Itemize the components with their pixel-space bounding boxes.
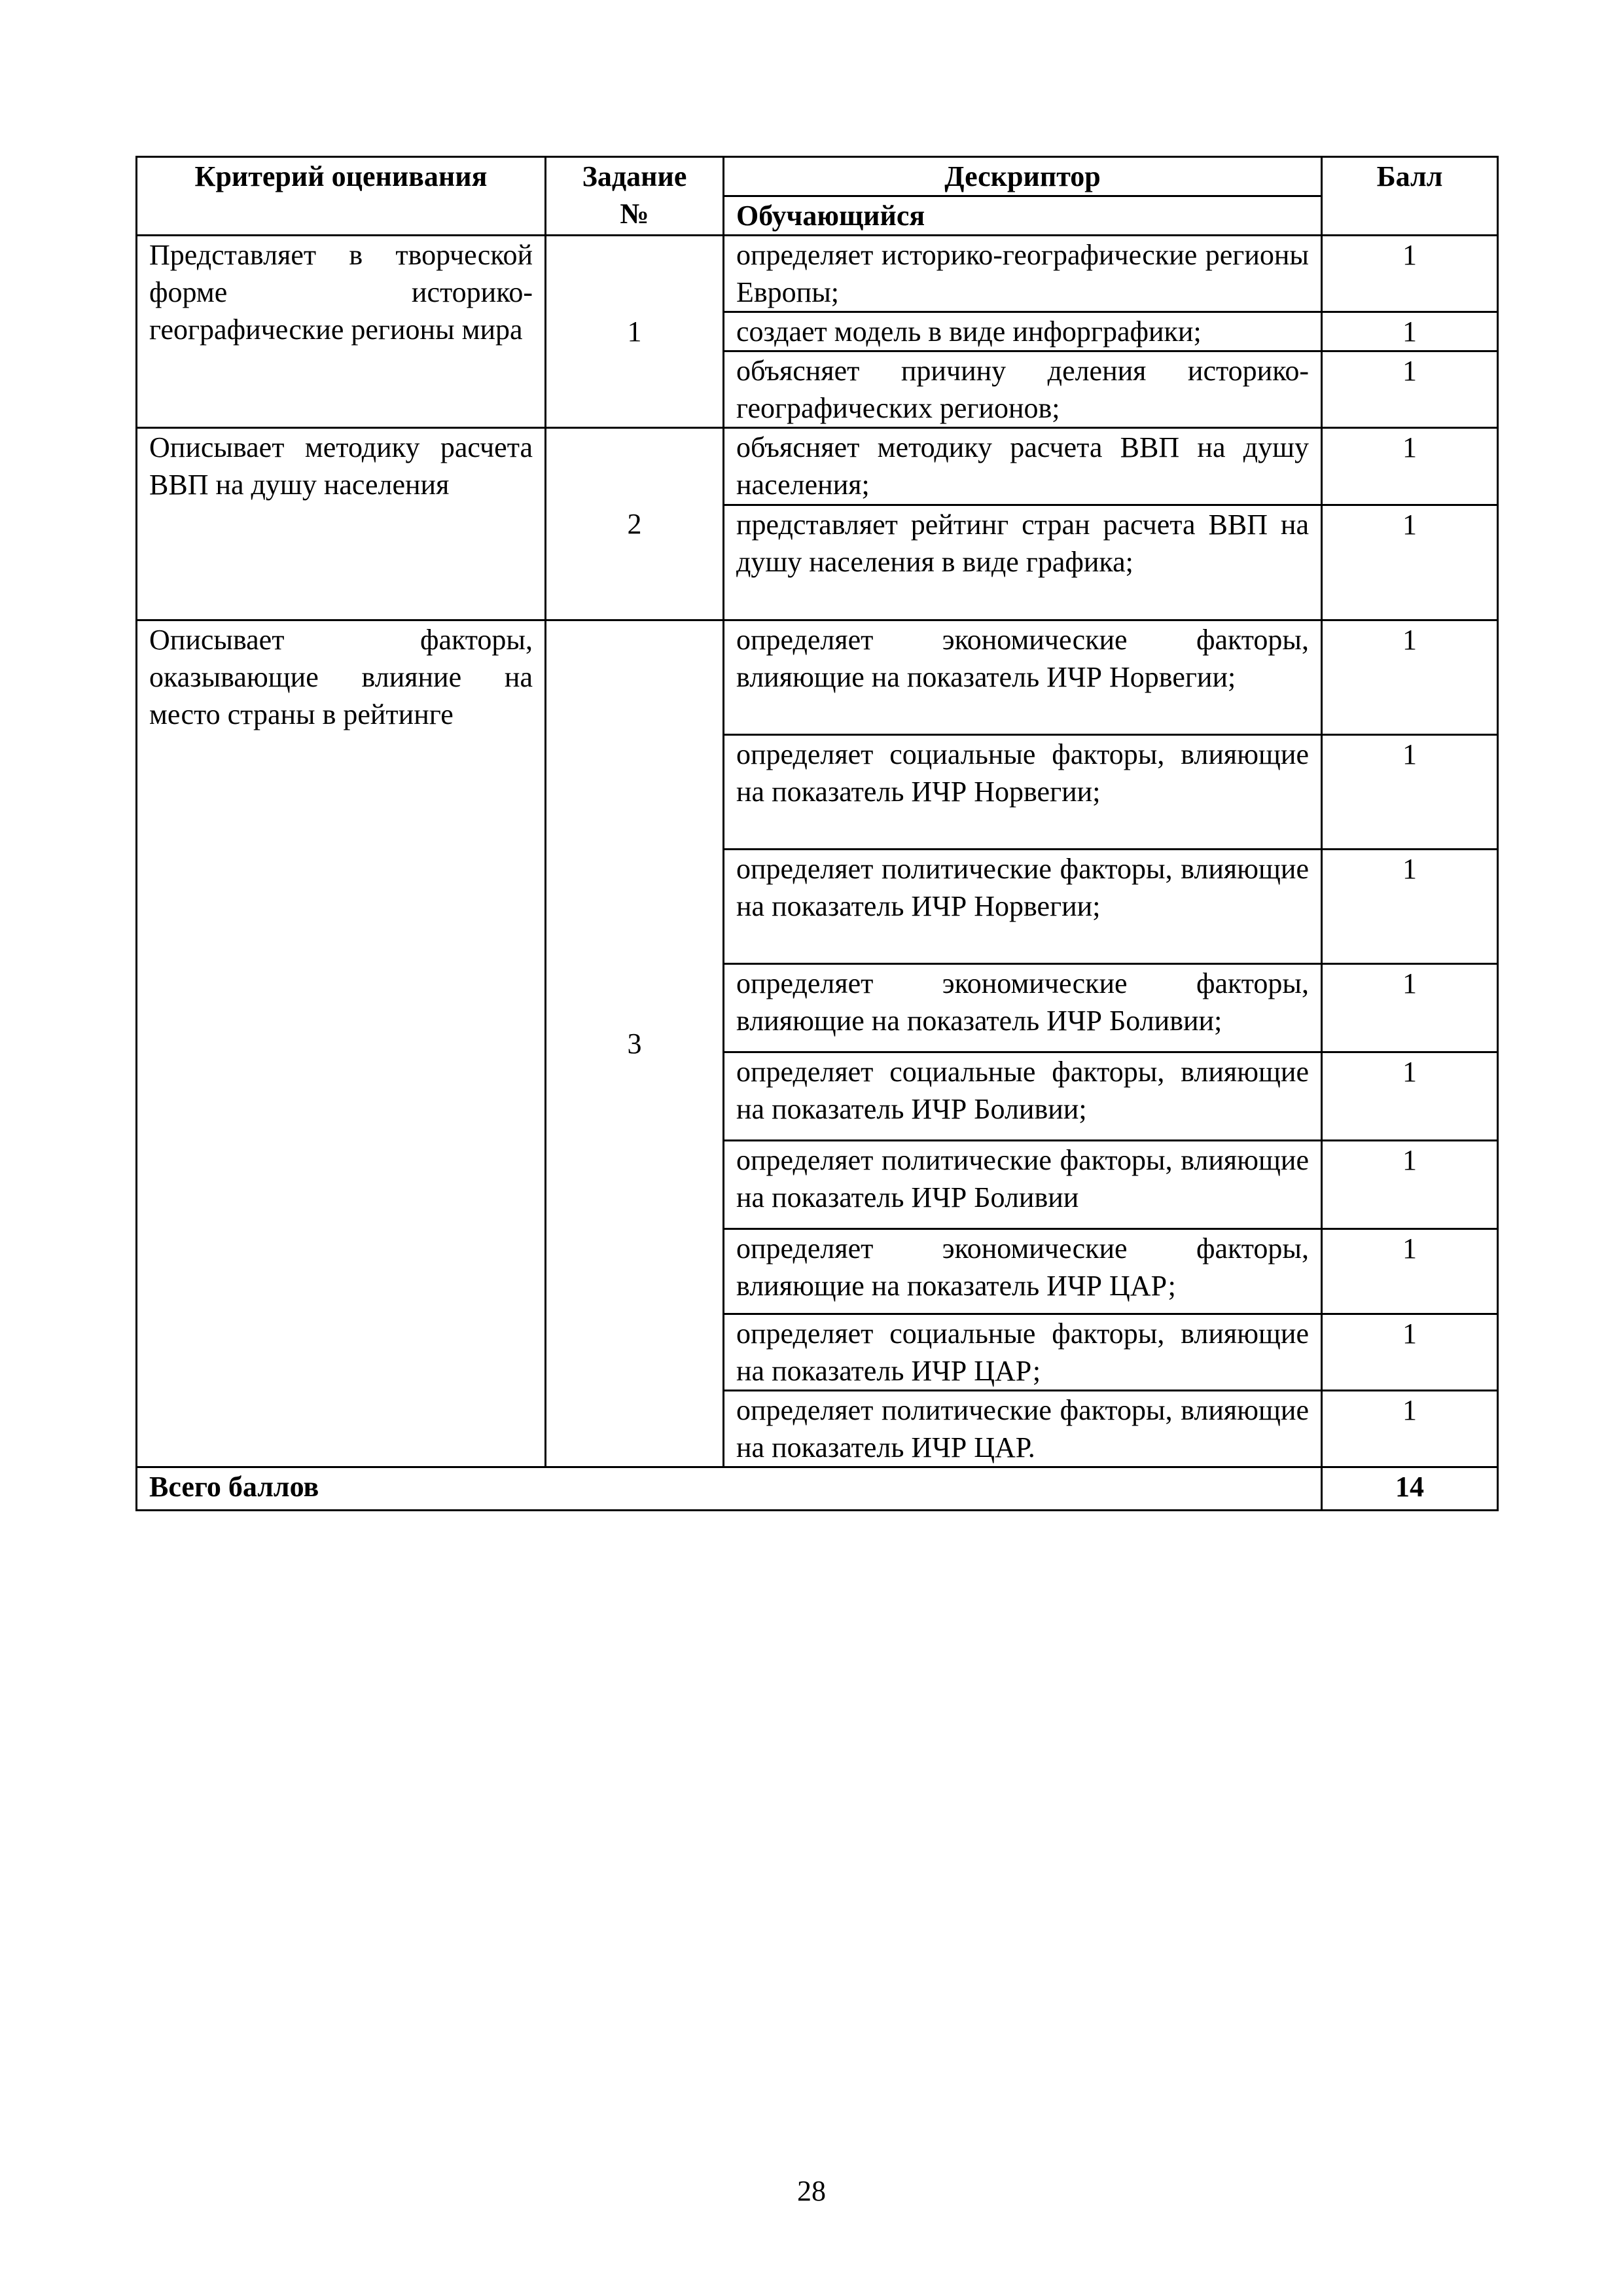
descriptor-cell: создает модель в виде инфорграфики; [724,312,1322,351]
criterion-cell: Описывает методику расчета ВВП на душу населения [137,428,546,620]
descriptor-cell: определяет историко-географические регионы Европы; [724,236,1322,312]
descriptor-cell: представляет рейтинг стран расчета ВВП на душу населения в виде графика; [724,505,1322,620]
assessment-rubric-table [135,156,1499,1511]
criterion-cell: Описывает факторы, оказывающие влияние на место страны в рейтинге [137,620,546,1467]
page-number: 28 [797,2175,826,2207]
descriptor-cell: объясняет методику расчета ВВП на душу населения; [724,428,1322,505]
total-label: Всего баллов [137,1467,1322,1511]
score-cell: 1 [1322,1314,1498,1391]
score-cell: 1 [1322,1141,1498,1229]
table-header-row [137,157,1498,196]
table-row [137,428,1498,505]
header-descriptor: Дескриптор [724,157,1322,196]
total-value: 14 [1322,1467,1498,1511]
header-task-number-sign: № [620,198,649,230]
descriptor-cell: определяет социальные факторы, влияющие на показатель ИЧР ЦАР; [724,1314,1322,1391]
descriptor-cell: определяет социальные факторы, влияющие на показатель ИЧР Норвегии; [724,735,1322,850]
score-cell: 1 [1322,428,1498,505]
score-cell: 1 [1322,1229,1498,1314]
header-score: Балл [1322,157,1498,236]
header-task-label: Задание [582,160,687,192]
table-row [137,236,1498,312]
descriptor-cell: определяет политические факторы, влияющие на показатель ИЧР Боливии [724,1141,1322,1229]
score-cell: 1 [1322,236,1498,312]
descriptor-cell: определяет экономические факторы, влияющие на показатель ИЧР Норвегии; [724,620,1322,735]
task-number-cell: 3 [546,620,724,1467]
score-cell: 1 [1322,735,1498,850]
header-criterion: Критерий оценивания [137,157,546,236]
score-cell: 1 [1322,312,1498,351]
descriptor-cell: определяет политические факторы, влияющие на показатель ИЧР Норвегии; [724,850,1322,964]
score-cell: 1 [1322,351,1498,428]
task-number-cell: 1 [546,236,724,428]
descriptor-cell: определяет экономические факторы, влияющие на показатель ИЧР ЦАР; [724,1229,1322,1314]
score-cell: 1 [1322,505,1498,620]
criterion-cell: Представляет в творческой форме историко-географические регионы мира [137,236,546,428]
header-descriptor-subject: Обучающийся [724,196,1322,236]
table-row [137,620,1498,735]
score-cell: 1 [1322,964,1498,1052]
descriptor-cell: определяет социальные факторы, влияющие на показатель ИЧР Боливии; [724,1052,1322,1141]
score-cell: 1 [1322,1052,1498,1141]
score-cell: 1 [1322,850,1498,964]
total-row [137,1467,1498,1511]
descriptor-cell: объясняет причину деления историко-географических регионов; [724,351,1322,428]
score-cell: 1 [1322,1391,1498,1467]
descriptor-cell: определяет экономические факторы, влияющие на показатель ИЧР Боливии; [724,964,1322,1052]
descriptor-cell: определяет политические факторы, влияющие на показатель ИЧР ЦАР. [724,1391,1322,1467]
header-task [546,157,724,236]
score-cell: 1 [1322,620,1498,735]
task-number-cell: 2 [546,428,724,620]
